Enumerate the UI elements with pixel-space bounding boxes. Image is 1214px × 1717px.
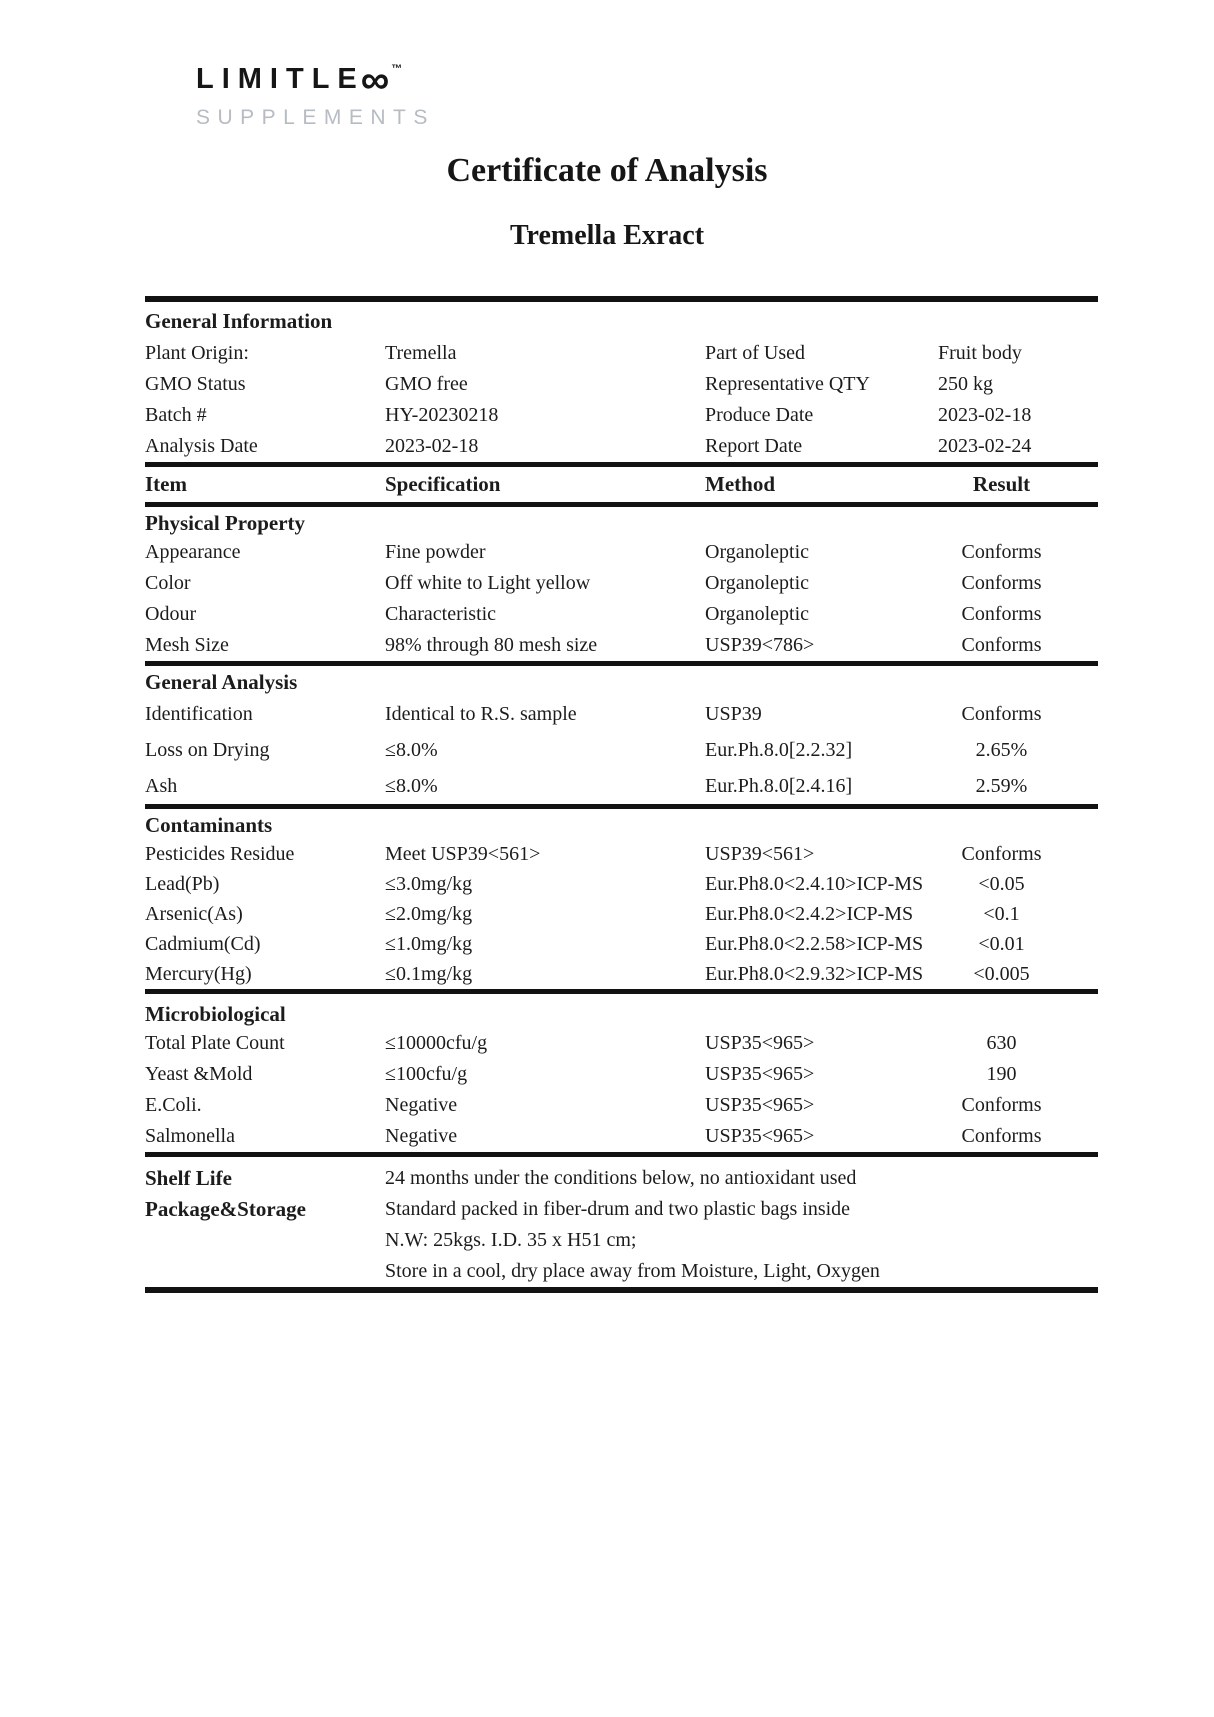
specification-cell: ≤10000cfu/g bbox=[385, 1032, 488, 1054]
storage-label bbox=[145, 1256, 385, 1287]
item-cell: Mesh Size bbox=[145, 634, 229, 656]
document-title: Certificate of Analysis bbox=[446, 152, 768, 189]
result-cell: Conforms bbox=[961, 603, 1042, 625]
section-heading-contaminants: Contaminants bbox=[145, 813, 273, 837]
specification-cell: ≤8.0% bbox=[385, 739, 438, 761]
item-cell: Appearance bbox=[145, 541, 241, 563]
result-cell: 630 bbox=[986, 1032, 1017, 1054]
storage-text: Store in a cool, dry place away from Moisture, Light, Oxygen bbox=[385, 1260, 880, 1282]
info-label: Produce Date bbox=[705, 404, 814, 426]
column-header-method: Method bbox=[705, 472, 775, 496]
storage-row bbox=[145, 1163, 1098, 1194]
storage-row bbox=[145, 1256, 1098, 1287]
result-cell: Conforms bbox=[961, 703, 1042, 725]
item-cell: Arsenic(As) bbox=[145, 903, 243, 925]
section-heading-general-analysis: General Analysis bbox=[145, 670, 298, 694]
result-cell: 190 bbox=[986, 1063, 1017, 1085]
result-cell: 2.65% bbox=[975, 739, 1028, 761]
specification-cell: ≤0.1mg/kg bbox=[385, 963, 473, 985]
specification-cell: ≤2.0mg/kg bbox=[385, 903, 473, 925]
info-row bbox=[145, 338, 1098, 369]
item-cell: Identification bbox=[145, 703, 253, 725]
item-cell: Lead(Pb) bbox=[145, 873, 220, 895]
result-cell: <0.01 bbox=[978, 933, 1025, 955]
result-cell: Conforms bbox=[961, 572, 1042, 594]
storage-label: Package&Storage bbox=[145, 1197, 306, 1221]
result-cell: <0.1 bbox=[983, 903, 1020, 925]
item-cell: Cadmium(Cd) bbox=[145, 933, 261, 955]
specification-cell: Negative bbox=[385, 1094, 458, 1116]
method-cell: Eur.Ph8.0<2.2.58>ICP-MS bbox=[705, 933, 924, 955]
result-cell: Conforms bbox=[961, 843, 1042, 865]
method-cell: USP39<561> bbox=[705, 843, 815, 865]
item-cell: Color bbox=[145, 572, 191, 594]
specification-cell: Meet USP39<561> bbox=[385, 843, 541, 865]
table-row bbox=[145, 1059, 1098, 1090]
method-cell: Organoleptic bbox=[705, 572, 810, 594]
info-value: Tremella bbox=[385, 342, 457, 364]
specification-cell: 98% through 80 mesh size bbox=[385, 634, 598, 656]
storage-label: Shelf Life bbox=[145, 1166, 232, 1190]
item-cell: Pesticides Residue bbox=[145, 843, 295, 865]
result-cell: Conforms bbox=[961, 1125, 1042, 1147]
method-cell: Eur.Ph8.0<2.9.32>ICP-MS bbox=[705, 963, 924, 985]
specification-cell: Negative bbox=[385, 1125, 458, 1147]
brand-logo bbox=[196, 58, 435, 130]
storage-text: Standard packed in fiber-drum and two plastic bags inside bbox=[385, 1198, 851, 1220]
result-cell: <0.005 bbox=[973, 963, 1030, 985]
table-row bbox=[145, 1121, 1098, 1152]
item-cell: Salmonella bbox=[145, 1125, 235, 1147]
table-row bbox=[145, 732, 1098, 768]
info-label: Batch # bbox=[145, 404, 207, 426]
method-cell: Organoleptic bbox=[705, 603, 810, 625]
method-cell: USP35<965> bbox=[705, 1032, 815, 1054]
column-header-item: Item bbox=[145, 472, 187, 496]
table-row bbox=[145, 1028, 1098, 1059]
brand-name-text: LIMITLE bbox=[196, 63, 365, 95]
info-row bbox=[145, 431, 1098, 462]
table-row bbox=[145, 630, 1098, 661]
infinity-icon: ∞ bbox=[360, 58, 390, 102]
specification-cell: ≤3.0mg/kg bbox=[385, 873, 473, 895]
column-header-specification: Specification bbox=[385, 472, 501, 496]
table-row bbox=[145, 959, 1098, 989]
info-label: GMO Status bbox=[145, 373, 246, 395]
storage-text: 24 months under the conditions below, no antioxidant used bbox=[385, 1167, 857, 1189]
storage-section bbox=[145, 1157, 1098, 1287]
item-cell: Total Plate Count bbox=[145, 1032, 285, 1054]
item-cell: Yeast &Mold bbox=[145, 1063, 253, 1085]
method-cell: Eur.Ph8.0<2.4.2>ICP-MS bbox=[705, 903, 914, 925]
info-value: 2023-02-24 bbox=[938, 435, 1032, 457]
info-value: GMO free bbox=[385, 373, 468, 395]
section-heading-physical-property: Physical Property bbox=[145, 511, 306, 535]
item-cell: Mercury(Hg) bbox=[145, 963, 252, 985]
table-row bbox=[145, 869, 1098, 899]
column-header-result: Result bbox=[972, 472, 1031, 496]
specification-cell: Fine powder bbox=[385, 541, 486, 563]
method-cell: USP35<965> bbox=[705, 1063, 815, 1085]
section-heading-microbiological: Microbiological bbox=[145, 1002, 286, 1026]
table-row bbox=[145, 929, 1098, 959]
item-cell: E.Coli. bbox=[145, 1094, 202, 1116]
info-row bbox=[145, 369, 1098, 400]
storage-label bbox=[145, 1225, 385, 1256]
method-cell: Eur.Ph8.0<2.4.10>ICP-MS bbox=[705, 873, 924, 895]
method-cell: USP39<786> bbox=[705, 634, 815, 656]
method-cell: USP39 bbox=[705, 703, 762, 725]
specification-cell: Characteristic bbox=[385, 603, 497, 625]
table-row bbox=[145, 839, 1098, 869]
item-cell: Loss on Drying bbox=[145, 739, 270, 761]
info-value: 2023-02-18 bbox=[938, 404, 1032, 426]
section-heading-general-information: General Information bbox=[145, 309, 333, 333]
specification-cell: Identical to R.S. sample bbox=[385, 703, 577, 725]
certificate-table bbox=[145, 296, 1098, 1293]
result-cell: Conforms bbox=[961, 541, 1042, 563]
storage-row bbox=[145, 1194, 1098, 1225]
table-row bbox=[145, 899, 1098, 929]
storage-row bbox=[145, 1225, 1098, 1256]
table-row bbox=[145, 537, 1098, 568]
table-row bbox=[145, 696, 1098, 732]
method-cell: Eur.Ph.8.0[2.2.32] bbox=[705, 739, 853, 761]
info-label: Analysis Date bbox=[145, 435, 258, 457]
brand-subtitle: SUPPLEMENTS bbox=[196, 106, 435, 129]
result-cell: 2.59% bbox=[975, 775, 1028, 797]
table-row bbox=[145, 768, 1098, 804]
info-label: Representative QTY bbox=[705, 373, 870, 395]
brand-wordmark bbox=[196, 58, 435, 103]
info-value: HY-20230218 bbox=[385, 404, 499, 426]
table-row bbox=[145, 599, 1098, 630]
specification-cell: ≤1.0mg/kg bbox=[385, 933, 473, 955]
result-cell: Conforms bbox=[961, 634, 1042, 656]
info-value: Fruit body bbox=[938, 342, 1022, 364]
table-row bbox=[145, 568, 1098, 599]
info-value: 2023-02-18 bbox=[385, 435, 479, 457]
method-cell: Organoleptic bbox=[705, 541, 810, 563]
info-label: Part of Used bbox=[705, 342, 805, 364]
info-row bbox=[145, 400, 1098, 431]
trademark-symbol: ™ bbox=[391, 63, 403, 75]
result-cell: Conforms bbox=[961, 1094, 1042, 1116]
specification-cell: ≤8.0% bbox=[385, 775, 438, 797]
method-cell: USP35<965> bbox=[705, 1094, 815, 1116]
table-rule-bottom bbox=[145, 1287, 1098, 1293]
product-name: Tremella Exract bbox=[509, 220, 705, 251]
column-header-row bbox=[145, 467, 1098, 502]
result-cell: <0.05 bbox=[978, 873, 1025, 895]
table-row bbox=[145, 1090, 1098, 1121]
info-label: Report Date bbox=[705, 435, 803, 457]
storage-text: N.W: 25kgs. I.D. 35 x H51 cm; bbox=[385, 1229, 637, 1251]
item-cell: Ash bbox=[145, 775, 178, 797]
info-label: Plant Origin: bbox=[145, 342, 249, 364]
info-value: 250 kg bbox=[938, 373, 993, 395]
method-cell: Eur.Ph.8.0[2.4.16] bbox=[705, 775, 853, 797]
item-cell: Odour bbox=[145, 603, 197, 625]
method-cell: USP35<965> bbox=[705, 1125, 815, 1147]
specification-cell: ≤100cfu/g bbox=[385, 1063, 468, 1085]
specification-cell: Off white to Light yellow bbox=[385, 572, 591, 594]
